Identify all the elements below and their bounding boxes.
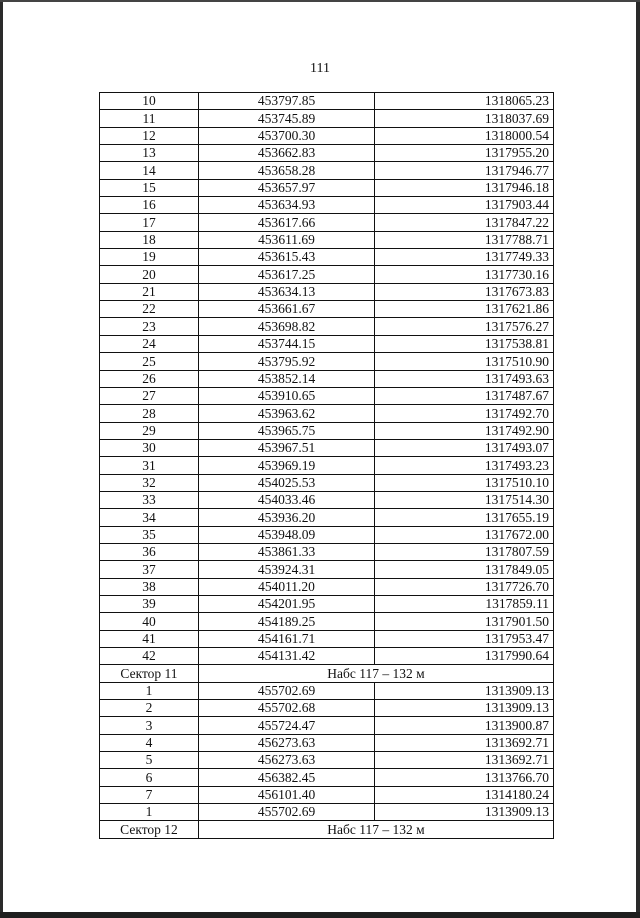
point-number-cell: 27: [100, 387, 199, 404]
y-coordinate-cell: 1317730.16: [375, 266, 554, 283]
x-coordinate-cell: 453852.14: [199, 370, 375, 387]
point-number-cell: 15: [100, 179, 199, 196]
x-coordinate-cell: 453698.82: [199, 318, 375, 335]
x-coordinate-cell: 456273.63: [199, 752, 375, 769]
table-row: [100, 93, 554, 110]
point-number-cell: 42: [100, 648, 199, 665]
point-number-cell: 3: [100, 717, 199, 734]
point-number-cell: 38: [100, 578, 199, 595]
point-number-cell: 37: [100, 561, 199, 578]
x-coordinate-cell: 453662.83: [199, 145, 375, 162]
scan-edge-top: [0, 0, 640, 2]
y-coordinate-cell: 1317946.18: [375, 179, 554, 196]
y-coordinate-cell: 1317807.59: [375, 543, 554, 560]
y-coordinate-cell: 1317847.22: [375, 214, 554, 231]
table-row: [100, 786, 554, 803]
table-row: [100, 578, 554, 595]
y-coordinate-cell: 1317903.44: [375, 197, 554, 214]
table-row: [100, 752, 554, 769]
point-number-cell: 33: [100, 491, 199, 508]
y-coordinate-cell: 1317487.67: [375, 387, 554, 404]
y-coordinate-cell: 1313909.13: [375, 682, 554, 699]
y-coordinate-cell: 1318065.23: [375, 93, 554, 110]
y-coordinate-cell: 1317621.86: [375, 301, 554, 318]
table-row: [100, 630, 554, 647]
table-row: [100, 405, 554, 422]
x-coordinate-cell: 454161.71: [199, 630, 375, 647]
x-coordinate-cell: 454025.53: [199, 474, 375, 491]
y-coordinate-cell: 1317492.70: [375, 405, 554, 422]
point-number-cell: 4: [100, 734, 199, 751]
y-coordinate-cell: 1318037.69: [375, 110, 554, 127]
x-coordinate-cell: 453965.75: [199, 422, 375, 439]
table-row: [100, 717, 554, 734]
x-coordinate-cell: 453936.20: [199, 509, 375, 526]
table-row: [100, 162, 554, 179]
table-row: [100, 648, 554, 665]
y-coordinate-cell: 1317493.63: [375, 370, 554, 387]
x-coordinate-cell: 453910.65: [199, 387, 375, 404]
y-coordinate-cell: 1317955.20: [375, 145, 554, 162]
x-coordinate-cell: 453924.31: [199, 561, 375, 578]
point-number-cell: 7: [100, 786, 199, 803]
table-row: [100, 231, 554, 248]
table-row: [100, 214, 554, 231]
scan-edge-bottom: [0, 912, 640, 918]
coordinates-table: [99, 92, 554, 839]
x-coordinate-cell: 453969.19: [199, 457, 375, 474]
table-row: [100, 110, 554, 127]
x-coordinate-cell: 453744.15: [199, 335, 375, 352]
point-number-cell: 21: [100, 283, 199, 300]
y-coordinate-cell: 1317493.23: [375, 457, 554, 474]
y-coordinate-cell: 1317510.10: [375, 474, 554, 491]
x-coordinate-cell: 453615.43: [199, 249, 375, 266]
table-row: [100, 387, 554, 404]
point-number-cell: 22: [100, 301, 199, 318]
point-number-cell: 13: [100, 145, 199, 162]
table-row: [100, 353, 554, 370]
x-coordinate-cell: 455702.69: [199, 804, 375, 821]
table-row: [100, 266, 554, 283]
y-coordinate-cell: 1313909.13: [375, 804, 554, 821]
table-row: [100, 370, 554, 387]
y-coordinate-cell: 1313766.70: [375, 769, 554, 786]
table-row: [100, 613, 554, 630]
point-number-cell: 28: [100, 405, 199, 422]
y-coordinate-cell: 1317655.19: [375, 509, 554, 526]
y-coordinate-cell: 1318000.54: [375, 127, 554, 144]
point-number-cell: 40: [100, 613, 199, 630]
table-row: [100, 197, 554, 214]
x-coordinate-cell: 454189.25: [199, 613, 375, 630]
point-number-cell: 20: [100, 266, 199, 283]
y-coordinate-cell: 1313692.71: [375, 752, 554, 769]
y-coordinate-cell: 1317576.27: [375, 318, 554, 335]
y-coordinate-cell: 1313692.71: [375, 734, 554, 751]
y-coordinate-cell: 1317859.11: [375, 595, 554, 612]
x-coordinate-cell: 456382.45: [199, 769, 375, 786]
table-row: [100, 700, 554, 717]
table-row: [100, 301, 554, 318]
x-coordinate-cell: 453661.67: [199, 301, 375, 318]
x-coordinate-cell: 456101.40: [199, 786, 375, 803]
table-row: [100, 249, 554, 266]
table-row: [100, 422, 554, 439]
x-coordinate-cell: 455724.47: [199, 717, 375, 734]
y-coordinate-cell: 1317990.64: [375, 648, 554, 665]
sector-depth-range: Набс 117 – 132 м: [199, 821, 554, 838]
point-number-cell: 18: [100, 231, 199, 248]
table-row: [100, 335, 554, 352]
sector-name: Сектор 11: [100, 665, 199, 682]
point-number-cell: 39: [100, 595, 199, 612]
sector-header-row: [100, 665, 554, 682]
point-number-cell: 35: [100, 526, 199, 543]
y-coordinate-cell: 1317788.71: [375, 231, 554, 248]
table-row: [100, 145, 554, 162]
table-row: [100, 491, 554, 508]
x-coordinate-cell: 453617.66: [199, 214, 375, 231]
y-coordinate-cell: 1317672.00: [375, 526, 554, 543]
point-number-cell: 16: [100, 197, 199, 214]
point-number-cell: 14: [100, 162, 199, 179]
point-number-cell: 24: [100, 335, 199, 352]
sector-depth-range: Набс 117 – 132 м: [199, 665, 554, 682]
point-number-cell: 17: [100, 214, 199, 231]
x-coordinate-cell: 453611.69: [199, 231, 375, 248]
y-coordinate-cell: 1317849.05: [375, 561, 554, 578]
table-row: [100, 561, 554, 578]
point-number-cell: 6: [100, 769, 199, 786]
x-coordinate-cell: 453634.93: [199, 197, 375, 214]
table-row: [100, 439, 554, 456]
table-row: [100, 682, 554, 699]
x-coordinate-cell: 453658.28: [199, 162, 375, 179]
point-number-cell: 19: [100, 249, 199, 266]
y-coordinate-cell: 1313900.87: [375, 717, 554, 734]
x-coordinate-cell: 454011.20: [199, 578, 375, 595]
x-coordinate-cell: 453795.92: [199, 353, 375, 370]
table-row: [100, 179, 554, 196]
table-row: [100, 543, 554, 560]
y-coordinate-cell: 1317514.30: [375, 491, 554, 508]
table-row: [100, 457, 554, 474]
point-number-cell: 32: [100, 474, 199, 491]
point-number-cell: 12: [100, 127, 199, 144]
table-row: [100, 283, 554, 300]
point-number-cell: 29: [100, 422, 199, 439]
x-coordinate-cell: 455702.68: [199, 700, 375, 717]
y-coordinate-cell: 1317953.47: [375, 630, 554, 647]
table-row: [100, 509, 554, 526]
y-coordinate-cell: 1317749.33: [375, 249, 554, 266]
y-coordinate-cell: 1317673.83: [375, 283, 554, 300]
page-number: 111: [310, 61, 330, 76]
y-coordinate-cell: 1317492.90: [375, 422, 554, 439]
point-number-cell: 30: [100, 439, 199, 456]
point-number-cell: 11: [100, 110, 199, 127]
point-number-cell: 23: [100, 318, 199, 335]
point-number-cell: 10: [100, 93, 199, 110]
y-coordinate-cell: 1314180.24: [375, 786, 554, 803]
point-number-cell: 2: [100, 700, 199, 717]
table-row: [100, 474, 554, 491]
x-coordinate-cell: 454131.42: [199, 648, 375, 665]
scan-edge-right: [636, 0, 640, 918]
y-coordinate-cell: 1317538.81: [375, 335, 554, 352]
table-row: [100, 318, 554, 335]
x-coordinate-cell: 453797.85: [199, 93, 375, 110]
table-row: [100, 127, 554, 144]
point-number-cell: 5: [100, 752, 199, 769]
scan-edge-left: [0, 0, 3, 918]
point-number-cell: 34: [100, 509, 199, 526]
x-coordinate-cell: 455702.69: [199, 682, 375, 699]
x-coordinate-cell: 456273.63: [199, 734, 375, 751]
x-coordinate-cell: 454201.95: [199, 595, 375, 612]
x-coordinate-cell: 453617.25: [199, 266, 375, 283]
x-coordinate-cell: 453948.09: [199, 526, 375, 543]
x-coordinate-cell: 453963.62: [199, 405, 375, 422]
x-coordinate-cell: 454033.46: [199, 491, 375, 508]
point-number-cell: 36: [100, 543, 199, 560]
sector-name: Сектор 12: [100, 821, 199, 838]
coordinates-table-body: [100, 93, 554, 839]
y-coordinate-cell: 1317901.50: [375, 613, 554, 630]
y-coordinate-cell: 1317493.07: [375, 439, 554, 456]
table-row: [100, 769, 554, 786]
x-coordinate-cell: 453861.33: [199, 543, 375, 560]
point-number-cell: 1: [100, 682, 199, 699]
table-row: [100, 734, 554, 751]
point-number-cell: 31: [100, 457, 199, 474]
point-number-cell: 1: [100, 804, 199, 821]
x-coordinate-cell: 453700.30: [199, 127, 375, 144]
table-row: [100, 804, 554, 821]
y-coordinate-cell: 1317946.77: [375, 162, 554, 179]
x-coordinate-cell: 453657.97: [199, 179, 375, 196]
y-coordinate-cell: 1317726.70: [375, 578, 554, 595]
sector-header-row: [100, 821, 554, 838]
point-number-cell: 41: [100, 630, 199, 647]
x-coordinate-cell: 453745.89: [199, 110, 375, 127]
x-coordinate-cell: 453634.13: [199, 283, 375, 300]
point-number-cell: 26: [100, 370, 199, 387]
table-row: [100, 595, 554, 612]
y-coordinate-cell: 1313909.13: [375, 700, 554, 717]
x-coordinate-cell: 453967.51: [199, 439, 375, 456]
point-number-cell: 25: [100, 353, 199, 370]
y-coordinate-cell: 1317510.90: [375, 353, 554, 370]
table-row: [100, 526, 554, 543]
